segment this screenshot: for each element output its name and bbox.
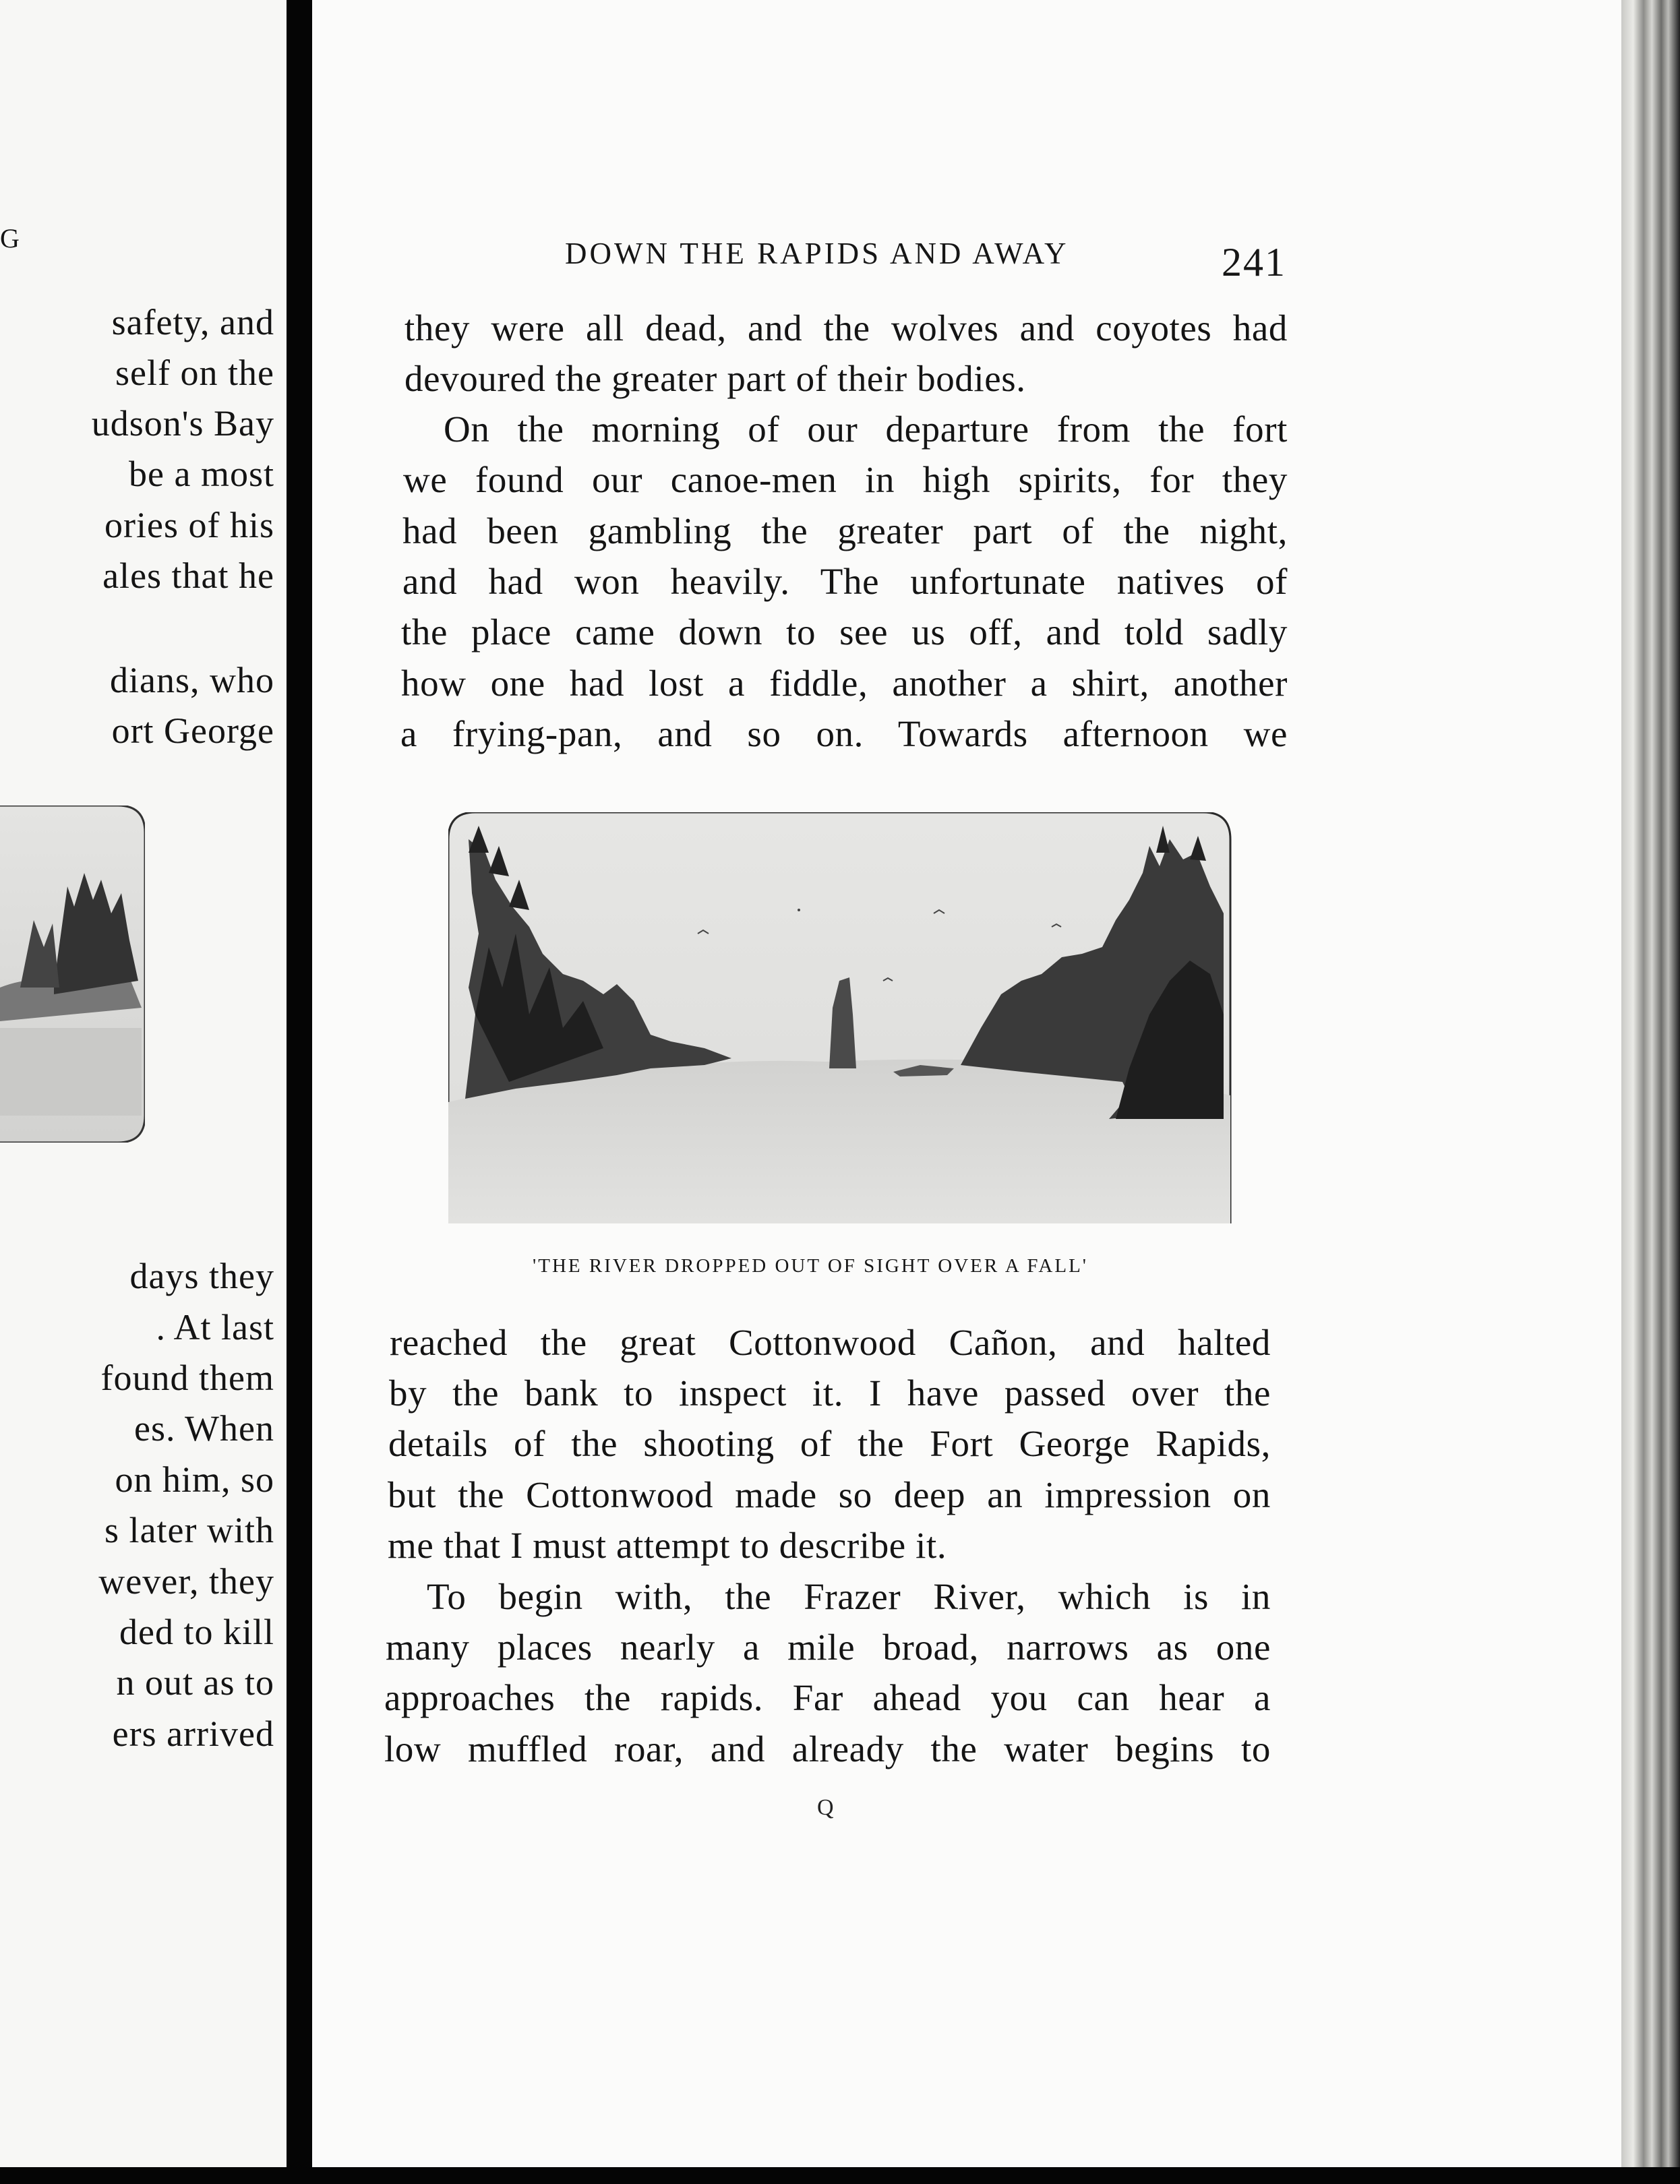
left-text-line: ded to kill — [119, 1612, 274, 1652]
body-text-line: a frying-pan, and so on. Towards afternoon we — [400, 713, 1288, 754]
illustration-caption: 'THE RIVER DROPPED OUT OF SIGHT OVER A FALL' — [533, 1255, 1089, 1277]
body-text-line: low muffled roar, and already the water begins to — [384, 1728, 1271, 1769]
running-head: DOWN THE RAPIDS AND AWAY — [565, 237, 1069, 270]
page-edges — [1621, 0, 1680, 2184]
left-text-line: n out as to — [116, 1662, 274, 1703]
body-text-line: and had won heavily. The unfortunate natives of — [402, 561, 1288, 602]
body-text-line: we found our canoe-men in high spirits, for they — [403, 459, 1288, 500]
left-text-line: dians, who — [110, 660, 274, 700]
left-text-line: ales that he — [102, 555, 274, 596]
body-text-line: many places nearly a mile broad, narrows as one — [386, 1627, 1271, 1668]
body-text-line: the place came down to see us off, and told sadly — [401, 611, 1288, 653]
left-text-line: . At last — [156, 1307, 274, 1347]
left-text-line: self on the — [115, 353, 274, 393]
left-text-line: days they — [129, 1256, 274, 1296]
book-gutter — [287, 0, 312, 2184]
page-number: 241 — [1222, 240, 1286, 284]
river-canyon-illustration — [448, 812, 1234, 1223]
left-text-line: ort George — [111, 710, 274, 751]
body-text-line: had been gambling the greater part of the night, — [402, 510, 1288, 551]
left-page — [0, 0, 287, 2167]
body-text-line: me that I must attempt to describe it. — [388, 1525, 947, 1566]
left-text-line: es. When — [134, 1408, 274, 1449]
left-text-line: s later with — [104, 1510, 274, 1550]
body-text-line: On the morning of our departure from the fort — [444, 408, 1288, 450]
body-text-line: reached the great Cottonwood Cañon, and halted — [390, 1322, 1271, 1363]
left-text-line: on him, so — [115, 1459, 274, 1500]
left-text-line: ories of his — [104, 505, 274, 545]
body-text-line: devoured the greater part of their bodies. — [404, 358, 1026, 399]
scan-border — [0, 2167, 1680, 2184]
body-text-line: details of the shooting of the Fort George Rapids, — [388, 1423, 1271, 1464]
body-text-line: but the Cottonwood made so deep an impression on — [388, 1474, 1271, 1515]
left-text-line: be a most — [129, 454, 274, 494]
body-text-line: they were all dead, and the wolves and coyotes had — [404, 307, 1288, 348]
signature-mark: Q — [817, 1795, 834, 1820]
left-text-line: udson's Bay — [91, 403, 274, 444]
left-text-line: wever, they — [98, 1561, 274, 1602]
left-text-line: ers arrived — [112, 1713, 274, 1754]
body-text-line: approaches the rapids. Far ahead you can hear a — [384, 1677, 1271, 1718]
body-text-line: by the bank to inspect it. I have passed over the — [389, 1372, 1271, 1414]
body-text-line: how one had lost a fiddle, another a shirt, another — [401, 663, 1288, 704]
left-illustration — [0, 806, 145, 1143]
left-text-line: safety, and — [111, 302, 274, 342]
left-text-line: found them — [100, 1358, 274, 1398]
body-text-line: To begin with, the Frazer River, which is in — [427, 1576, 1271, 1617]
left-running-head-fragment: G — [0, 223, 20, 253]
